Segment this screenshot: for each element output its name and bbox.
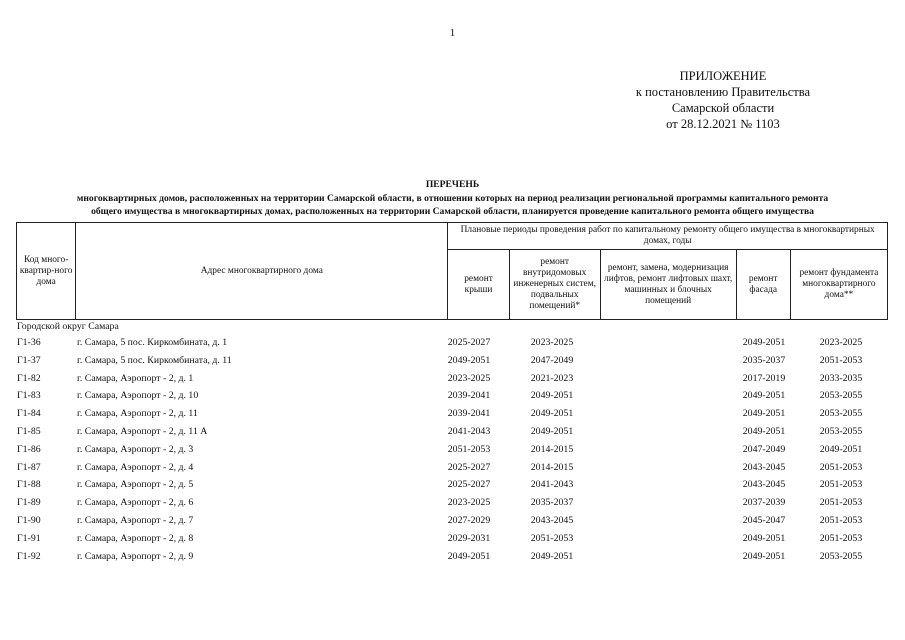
- row-facade: 2045-2047: [742, 514, 786, 526]
- row-roof: 2025-2027: [447, 461, 491, 473]
- header-facade: ремонт фасада: [736, 250, 790, 320]
- row-address: г. Самара, Аэропорт - 2, д. 8: [77, 532, 194, 544]
- table-row: [16, 334, 888, 352]
- row-roof: 2039-2041: [447, 390, 491, 402]
- row-engineering: 2014-2015: [530, 461, 574, 473]
- header-engineering: ремонт внутридомовых инженерных систем, подвальных помещений*: [509, 250, 600, 320]
- row-engineering: 2023-2025: [530, 337, 574, 348]
- appendix-date-number: от 28.12.2021 № 1103: [666, 117, 780, 131]
- row-roof: 2029-2031: [447, 532, 491, 544]
- row-foundation: 2053-2055: [819, 550, 863, 562]
- row-facade: 2043-2045: [742, 461, 786, 473]
- header-lifts: ремонт, замена, модернизация лифтов, ремонт лифтовых шахт, машинных и блочных помещений: [600, 250, 736, 320]
- table-header: [16, 222, 888, 320]
- appendix-resolution: к постановлению Правительства: [635, 85, 811, 99]
- row-address: г. Самара, Аэропорт - 2, д. 9: [77, 550, 194, 562]
- row-engineering: 2021-2023: [530, 372, 574, 384]
- row-address: г. Самара, Аэропорт - 2, д. 4: [77, 461, 194, 473]
- header-code: Код много-квартир-ного дома: [17, 223, 76, 320]
- row-code: Г1-83: [17, 390, 41, 402]
- row-roof: 2023-2025: [447, 372, 491, 384]
- row-roof: 2041-2043: [447, 425, 491, 437]
- appendix-block: [603, 68, 843, 132]
- row-engineering: 2014-2015: [530, 443, 574, 455]
- row-address: г. Самара, Аэропорт - 2, д. 10: [77, 390, 199, 402]
- row-code: Г1-90: [17, 514, 41, 526]
- rows-container: [16, 334, 888, 565]
- row-address: г. Самара, Аэропорт - 2, д. 1: [77, 372, 194, 384]
- row-engineering: 2049-2051: [530, 425, 574, 437]
- row-facade: 2043-2045: [742, 479, 786, 491]
- table-row: [16, 476, 888, 494]
- table-row: [16, 530, 888, 548]
- table-row: [16, 352, 888, 370]
- row-foundation: 2051-2053: [819, 479, 863, 491]
- row-foundation: 2053-2055: [819, 408, 863, 420]
- table-row: [16, 441, 888, 459]
- appendix-title: ПРИЛОЖЕНИЕ: [679, 69, 767, 83]
- row-foundation: 2053-2055: [819, 425, 863, 437]
- header-foundation: ремонт фундамента многоквартирного дома**: [790, 250, 887, 320]
- header-address: Адрес многоквартирного дома: [76, 223, 448, 320]
- title-line-1: многоквартирных домов, расположенных на территории Самарской области, в отношении которых на период реализации региональной программы капитального ремонта: [76, 192, 829, 204]
- row-roof: 2051-2053: [447, 443, 491, 455]
- row-foundation: 2051-2053: [819, 532, 863, 544]
- row-code: Г1-85: [17, 425, 41, 437]
- row-address: г. Самара, Аэропорт - 2, д. 5: [77, 479, 194, 491]
- table-row: [16, 459, 888, 477]
- row-foundation: 2051-2053: [819, 514, 863, 526]
- row-facade: 2037-2039: [742, 497, 786, 509]
- row-foundation: 2051-2053: [819, 461, 863, 473]
- row-roof: 2049-2051: [447, 354, 491, 366]
- row-facade: 2049-2051: [742, 408, 786, 420]
- row-code: Г1-84: [17, 408, 41, 420]
- row-code: Г1-86: [17, 443, 41, 455]
- row-engineering: 2049-2051: [530, 550, 574, 562]
- row-facade: 2049-2051: [742, 425, 786, 437]
- row-address: г. Самара, 5 пос. Киркомбината, д. 1: [77, 337, 228, 348]
- row-foundation: 2023-2025: [819, 337, 863, 348]
- row-facade: 2049-2051: [742, 532, 786, 544]
- header-planned-periods: Плановые периоды проведения работ по капитальному ремонту общего имущества в многоквартирных домах, годы: [448, 223, 888, 250]
- row-foundation: 2051-2053: [819, 354, 863, 366]
- row-facade: 2049-2051: [742, 337, 786, 348]
- row-facade: 2035-2037: [742, 354, 786, 366]
- row-engineering: 2049-2051: [530, 390, 574, 402]
- row-facade: 2049-2051: [742, 550, 786, 562]
- title-heading: ПЕРЕЧЕНЬ: [425, 179, 480, 190]
- row-address: г. Самара, Аэропорт - 2, д. 3: [77, 443, 194, 455]
- table-row: [16, 548, 888, 566]
- appendix-region: Самарской области: [671, 101, 775, 115]
- row-foundation: 2053-2055: [819, 390, 863, 402]
- row-code: Г1-87: [17, 461, 41, 473]
- row-code: Г1-37: [17, 354, 41, 366]
- row-roof: 2049-2051: [447, 550, 491, 562]
- table-row: [16, 494, 888, 512]
- document-title: [0, 178, 905, 219]
- row-address: г. Самара, Аэропорт - 2, д. 11 А: [77, 425, 208, 437]
- row-engineering: 2049-2051: [530, 408, 574, 420]
- row-roof: 2025-2027: [447, 337, 491, 348]
- row-code: Г1-89: [17, 497, 41, 509]
- table-body: [16, 320, 888, 565]
- group-label: Городской округ Самара: [17, 321, 119, 332]
- row-facade: 2047-2049: [742, 443, 786, 455]
- row-address: г. Самара, Аэропорт - 2, д. 11: [77, 408, 198, 420]
- row-engineering: 2041-2043: [530, 479, 574, 491]
- table-row: [16, 423, 888, 441]
- table-row: [16, 370, 888, 388]
- row-code: Г1-91: [17, 532, 41, 544]
- row-address: г. Самара, Аэропорт - 2, д. 6: [77, 497, 194, 509]
- title-line-2: общего имущества в многоквартирных домах, расположенных на территории Самарской области, планируется проведение капитального ремонта общего имущества: [91, 206, 814, 217]
- row-address: г. Самара, 5 пос. Киркомбината, д. 11: [77, 354, 232, 366]
- row-facade: 2017-2019: [742, 372, 786, 384]
- row-foundation: 2051-2053: [819, 497, 863, 509]
- row-engineering: 2051-2053: [530, 532, 574, 544]
- row-roof: 2039-2041: [447, 408, 491, 420]
- row-foundation: 2033-2035: [819, 372, 863, 384]
- table-row: [16, 405, 888, 423]
- row-address: г. Самара, Аэропорт - 2, д. 7: [77, 514, 194, 526]
- table-row: [16, 387, 888, 405]
- row-code: Г1-92: [17, 550, 41, 562]
- row-facade: 2049-2051: [742, 390, 786, 402]
- row-code: Г1-36: [17, 337, 41, 348]
- row-roof: 2027-2029: [447, 514, 491, 526]
- row-code: Г1-88: [17, 479, 41, 491]
- row-foundation: 2049-2051: [819, 443, 863, 455]
- row-engineering: 2047-2049: [530, 354, 574, 366]
- row-engineering: 2043-2045: [530, 514, 574, 526]
- row-engineering: 2035-2037: [530, 497, 574, 509]
- table-row: [16, 512, 888, 530]
- row-roof: 2023-2025: [447, 497, 491, 509]
- row-roof: 2025-2027: [447, 479, 491, 491]
- row-code: Г1-82: [17, 372, 41, 384]
- page-number: 1: [449, 27, 456, 39]
- header-roof: ремонт крыши: [448, 250, 509, 320]
